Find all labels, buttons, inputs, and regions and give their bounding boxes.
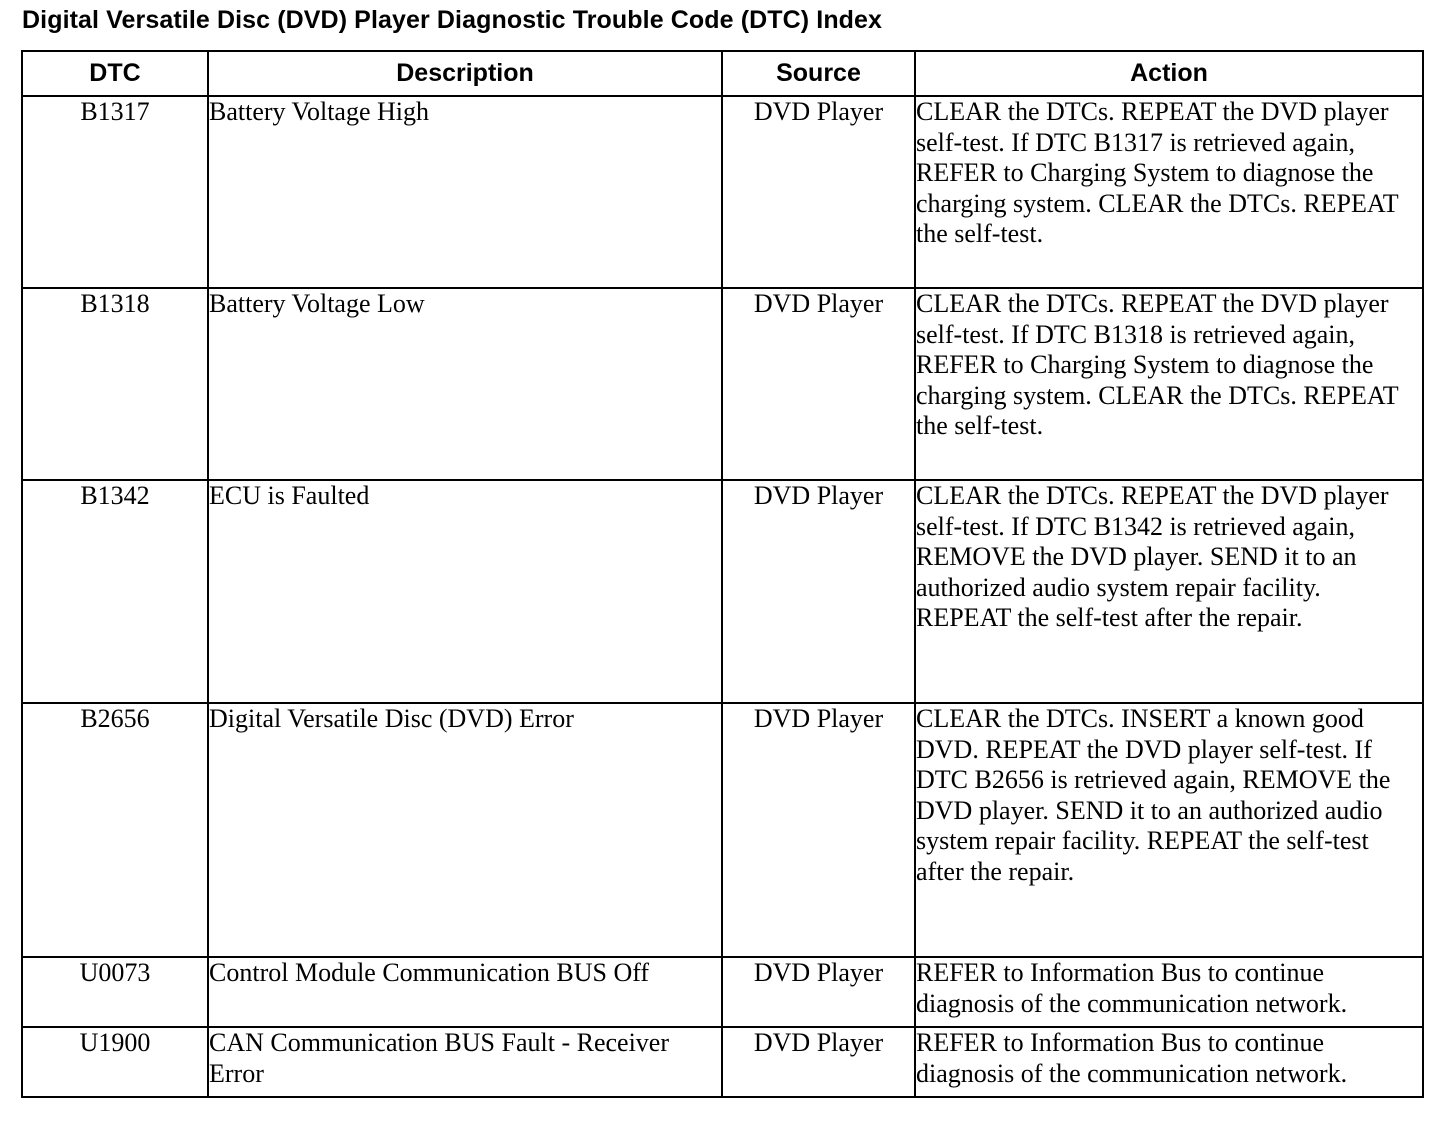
source-cell: DVD Player [722,957,915,1027]
action-cell: CLEAR the DTCs. REPEAT the DVD player self-test. If DTC B1317 is retrieved again, REFER to Charging System to diagnose the charging system. CLEAR the DTCs. REPEAT the self-test. [915,96,1423,288]
table-row [22,703,1423,957]
description-cell: CAN Communication BUS Fault - Receiver Error [208,1027,722,1097]
table-row [22,1027,1423,1097]
action-cell: REFER to Information Bus to continue diagnosis of the communication network. [915,1027,1423,1097]
dtc-cell: B1342 [22,480,208,703]
source-cell: DVD Player [722,96,915,288]
description-cell: Battery Voltage Low [208,288,722,480]
action-cell: CLEAR the DTCs. REPEAT the DVD player self-test. If DTC B1342 is retrieved again, REMOVE the DVD player. SEND it to an authorized audio system repair facility. REPEAT the self-test after the repair. [915,480,1423,703]
dtc-cell: U1900 [22,1027,208,1097]
description-cell: Control Module Communication BUS Off [208,957,722,1027]
dtc-index-table [21,50,1424,1098]
table-row [22,288,1423,480]
dtc-cell: U0073 [22,957,208,1027]
table-row [22,957,1423,1027]
action-cell: CLEAR the DTCs. INSERT a known good DVD. REPEAT the DVD player self-test. If DTC B2656 is retrieved again, REMOVE the DVD player. SEND it to an authorized audio system repair facility. REPEAT the self-test after the repair. [915,703,1423,957]
header-dtc: DTC [22,51,208,96]
table-row [22,480,1423,703]
source-cell: DVD Player [722,480,915,703]
description-cell: ECU is Faulted [208,480,722,703]
dtc-cell: B1317 [22,96,208,288]
source-cell: DVD Player [722,288,915,480]
table-row [22,96,1423,288]
source-cell: DVD Player [722,1027,915,1097]
dtc-cell: B2656 [22,703,208,957]
action-cell: CLEAR the DTCs. REPEAT the DVD player self-test. If DTC B1318 is retrieved again, REFER to Charging System to diagnose the charging system. CLEAR the DTCs. REPEAT the self-test. [915,288,1423,480]
page-title: Digital Versatile Disc (DVD) Player Diagnostic Trouble Code (DTC) Index [22,6,883,34]
table-header-row [22,51,1423,96]
action-cell: REFER to Information Bus to continue diagnosis of the communication network. [915,957,1423,1027]
description-cell: Digital Versatile Disc (DVD) Error [208,703,722,957]
header-action: Action [915,51,1423,96]
source-cell: DVD Player [722,703,915,957]
header-source: Source [722,51,915,96]
header-description: Description [208,51,722,96]
dtc-cell: B1318 [22,288,208,480]
description-cell: Battery Voltage High [208,96,722,288]
